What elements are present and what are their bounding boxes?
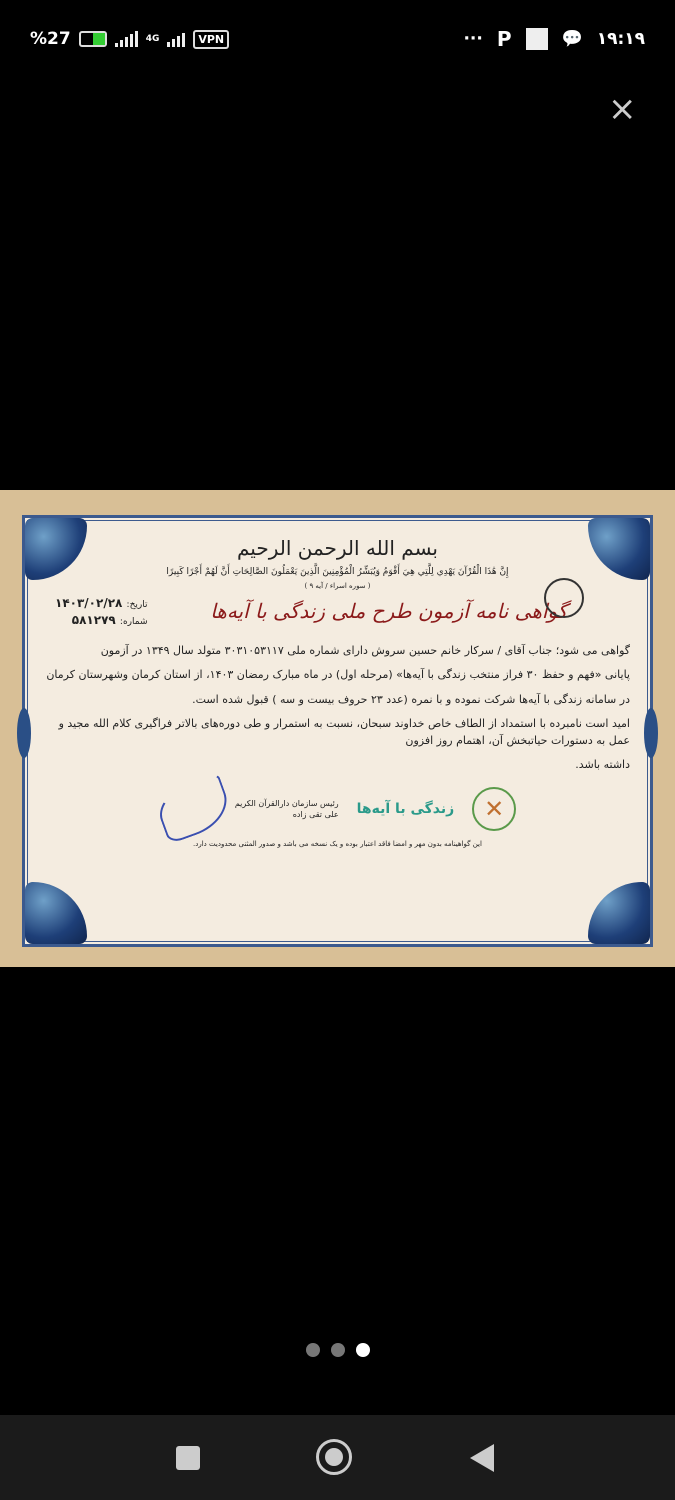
organization-seal-icon [544,578,584,618]
date-value: ۱۴۰۳/۰۲/۲۸ [55,595,123,610]
recents-button[interactable] [176,1446,200,1470]
certificate-line: در سامانه زندگی با آیه‌ها شرکت نموده و با نمره (عدد ۲۳ حروف بیست و سه ) قبول شده است. [192,692,630,706]
corner-ornament [588,518,650,580]
signer-title: رئیس سازمان دارالقرآن الکریم [234,798,339,808]
side-ornament [644,708,658,758]
certificate-line: پایانی «فهم و حفظ ۳۰ فراز منتخب زندگی با آیه‌ها» (مرحله اول) در ماه مبارک رمضان ۱۴۰۳، از استان کرمان وشهرستان کرمان [46,668,630,682]
signal-icon-2 [167,31,185,47]
page-dot[interactable] [306,1343,320,1357]
close-button[interactable]: × [608,89,637,129]
certificate-line: امید است نامبرده با استمداد از الطاف خاص خداوند سبحان، نسبت به استمرار و طی دوره‌های بالاتر فراگیری کلام الله مجید و عمل به دستورات حیاتبخش آن، اهتمام روز افزون [58,717,630,747]
side-ornament [17,708,31,758]
status-bar [30,22,645,56]
battery-icon [79,31,107,47]
certificate-footer: این گواهینامه بدون مهر و امضا فاقد اعتبار بوده و یک نسخه می باشد و صدور المثنی محدودیت دارد. [193,839,482,848]
certificate-body [45,643,630,774]
signer-name: علی تقی زاده [292,809,339,819]
certificate-line: گواهی می شود؛ جناب آقای / سرکار خانم حسین سروش دارای شماره ملی ۳۰۳۱۰۵۳۱۱۷ متولد سال ۱۳۴۹ در آزمون [100,643,630,657]
clock: ۱۹:۱۹ [596,29,645,49]
verse-reference: ( سوره اسراء / آیه ۹ ) [304,581,371,590]
date-label: تاریخ: [126,599,148,610]
certificate-image [0,490,675,967]
certificate-title: گواهی نامه آزمون طرح ملی زندگی با آیه‌ها [210,599,568,624]
title-row [55,596,620,627]
date-row [55,596,148,610]
number-row [55,613,148,627]
status-right-group [463,27,645,51]
corner-ornament [25,882,87,944]
signal-icon [115,31,138,47]
more-notifications-icon: ··· [463,29,483,49]
navigation-bar [0,1415,675,1500]
signature [152,773,235,844]
app-notification-icon: P [496,27,512,51]
back-button[interactable] [470,1444,494,1472]
corner-ornament [588,882,650,944]
status-left-group [30,29,229,49]
program-logo-icon: ✕ [472,787,516,831]
page-dot-active[interactable] [356,1343,370,1357]
network-type: 4G [145,34,160,44]
certificate-meta [55,596,148,627]
signer-info [235,799,339,819]
bismillah: بسم الله الرحمن الرحيم [236,536,438,560]
certificate-frame [22,515,653,947]
message-icon: 💬 [561,29,583,49]
certificate-line: داشته باشد. [575,758,630,772]
corner-ornament [25,518,87,580]
quran-verse: إِنَّ هَٰذَا الْقُرْآنَ يَهْدِي لِلَّتِي هِيَ أَقْوَمُ وَيُبَشِّرُ الْمُؤْمِنِينَ الَّذِينَ يَعْمَلُونَ الصَّالِحَاتِ أَنَّ لَهُمْ أَجْرًا كَبِيرًا [166,567,509,577]
number-value: ۵۸۱۲۷۹ [71,612,116,627]
page-indicator [306,1343,370,1357]
notification-square-icon [526,28,548,50]
signature-logo-row [75,784,600,834]
home-button[interactable] [316,1439,352,1475]
program-logo-text: زندگی با آیه‌ها [356,800,455,817]
battery-percent: %27 [30,29,71,49]
vpn-badge: VPN [193,30,229,49]
number-label: شماره: [119,616,148,627]
page-dot[interactable] [331,1343,345,1357]
signature-block [159,784,339,834]
